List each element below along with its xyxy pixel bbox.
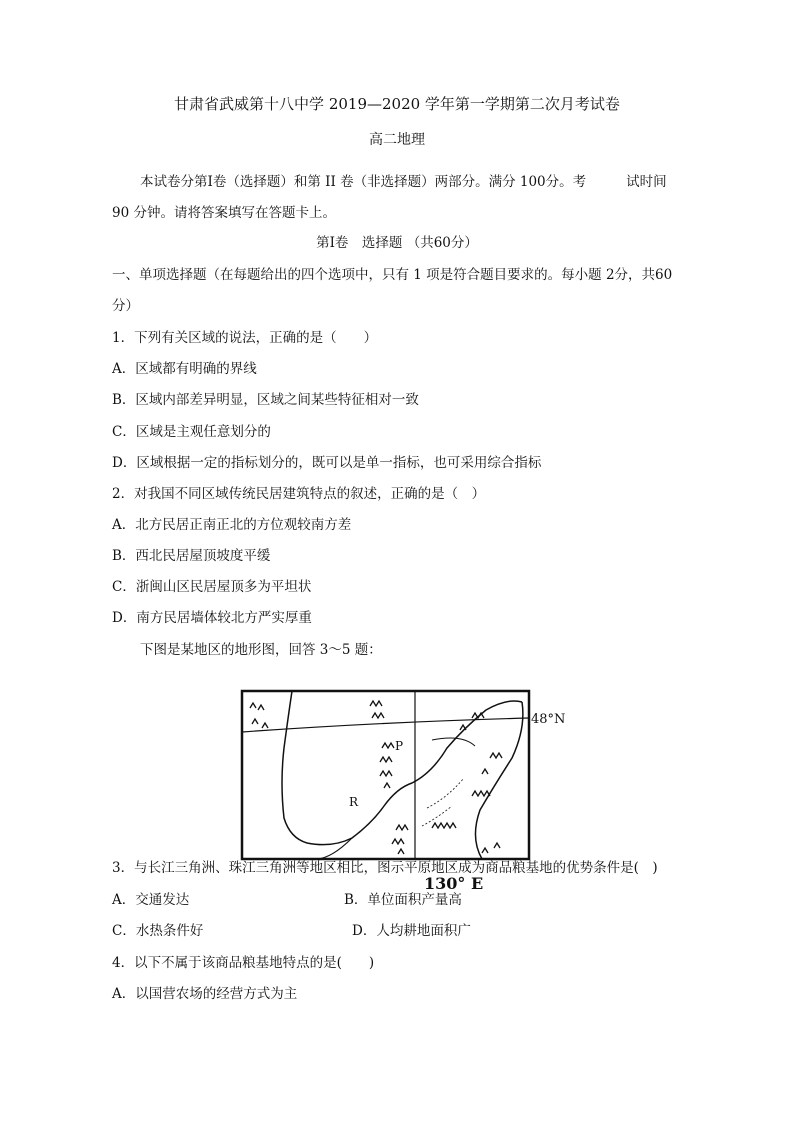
exam-subtitle: 高二地理 [369,132,425,148]
question-1-option-b: B．区域内部差异明显，区域之间某些特征相对一致 [112,392,419,408]
question-3-stem: 3．与长江三角洲、珠江三角洲等地区相比，图示平原地区成为商品粮基地的优势条件是( ) [112,860,658,876]
question-3-option-d: D．人均耕地面积广 [352,923,471,939]
question-2-stem: 2．对我国不同区域传统民居建筑特点的叙述，正确的是（ ） [112,486,486,502]
intro-part-1: 本试卷分第Ⅰ卷（选择题）和第 II 卷（非选择题）两部分。满分 100分。考 [140,174,587,190]
question-2-option-c: C．浙闽山区民居屋顶多为平坦状 [112,579,312,595]
question-1-stem: 1．下列有关区域的说法，正确的是（ ） [112,330,378,346]
longitude-label: 130° E [424,874,484,893]
question-4-stem: 4．以下不属于该商品粮基地特点的是( ) [112,955,375,971]
question-3-option-b: B．单位面积产量高 [344,892,462,908]
exam-title: 甘肃省武威第十八中学 2019—2020 学年第一学期第二次月考试卷 [174,95,620,113]
question-2-option-b: B．西北民居屋顶坡度平缓 [112,548,271,564]
intro-line-2: 90 分钟。请将答案填写在答题卡上。 [112,205,336,221]
intro-line-1 [140,173,667,191]
question-2-option-a: A．北方民居正南正北的方位观较南方差 [112,517,352,533]
intro-part-2: 试时间 [626,174,667,190]
latitude-label: 48°N [531,712,566,727]
question-1-option-d: D．区域根据一定的指标划分的，既可以是单一指标，也可采用综合指标 [112,455,542,471]
question-3-option-a: A．交通发达 [112,892,190,908]
section-title: 第Ⅰ卷 选择题 （共60分） [316,235,478,251]
terrain-map [232,688,572,888]
map-intro: 下图是某地区的地形图，回答 3～5 题： [140,642,382,658]
question-4-option-a: A．以国营农场的经营方式为主 [112,986,298,1002]
question-2-option-d: D．南方民居墙体较北方严实厚重 [112,610,312,626]
section-instruction-1: 一、单项选择题（在每题给出的四个选项中，只有 1 项是符合题目要求的。每小题 2分，共60 [112,267,673,283]
map-label-r: R [349,795,359,809]
section-instruction-2: 分） [112,298,139,314]
question-1-option-a: A．区域都有明确的界线 [112,361,257,377]
map-label-p: P [395,739,404,753]
question-1-option-c: C．区域是主观任意划分的 [112,424,271,440]
question-3-option-c: C．水热条件好 [112,923,204,939]
